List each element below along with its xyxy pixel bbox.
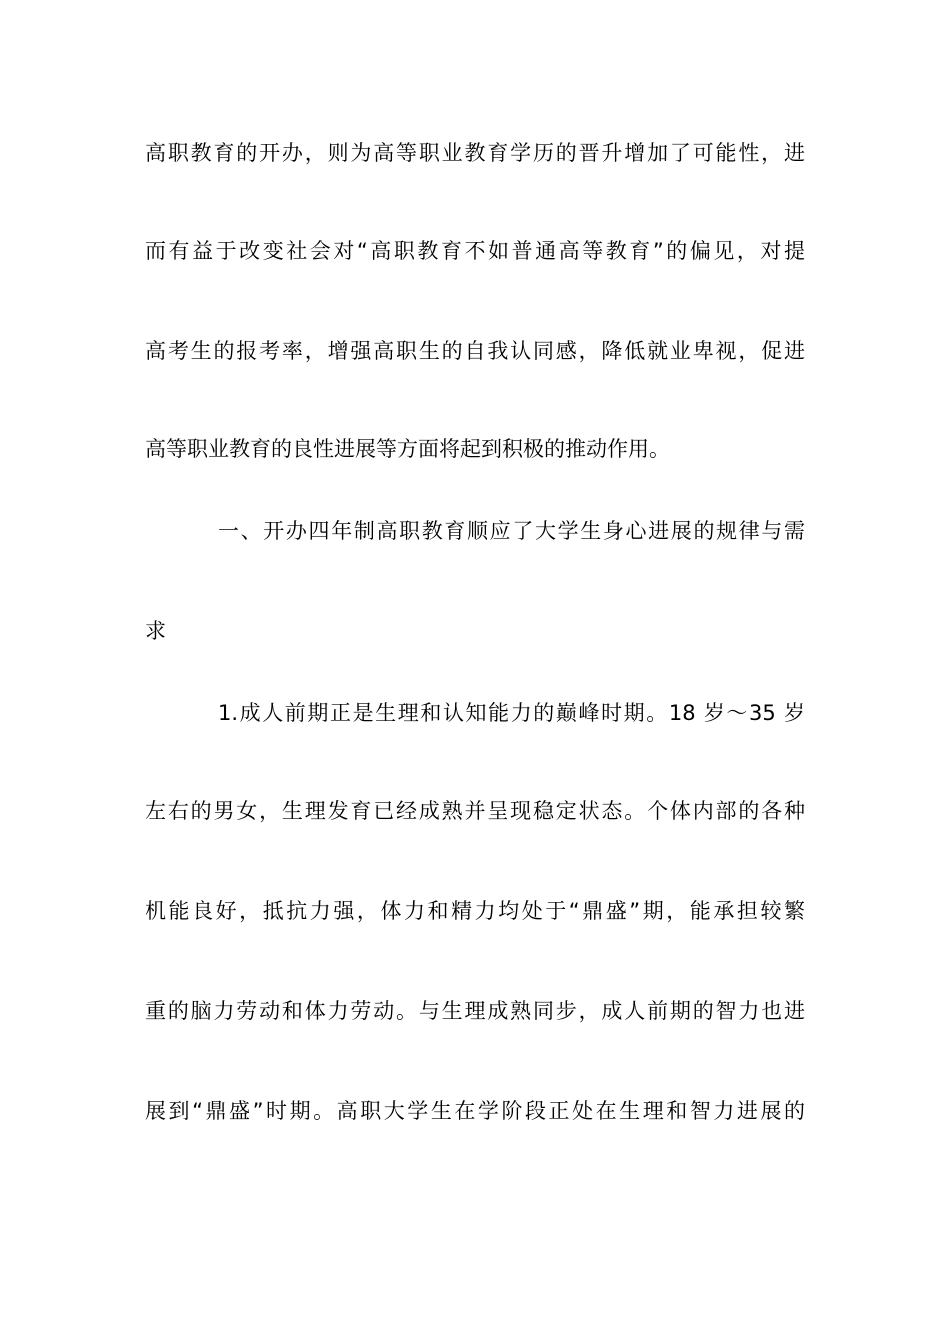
- paragraph-line: 1.成人前期正是生理和认知能力的巅峰时期。18 岁～35 岁: [218, 701, 805, 725]
- paragraph-line: 左右的男女，生理发育已经成熟并呈现稳定状态。个体内部的各种: [145, 799, 805, 823]
- paragraph-line: 展到“鼎盛”时期。高职大学生在学阶段正处在生理和智力进展的: [145, 1099, 805, 1123]
- paragraph-line: 机能良好，抵抗力强，体力和精力均处于“鼎盛”期，能承担较繁: [145, 899, 805, 923]
- section-heading-line: 求: [145, 619, 166, 643]
- paragraph-line: 而有益于改变社会对“高职教育不如普通高等教育”的偏见，对提: [145, 239, 805, 263]
- paragraph-line: 高等职业教育的良性进展等方面将起到积极的推动作用。: [145, 437, 670, 461]
- paragraph-line: 高职教育的开办，则为高等职业教育学历的晋升增加了可能性，进: [145, 141, 805, 165]
- section-heading-line: 一、开办四年制高职教育顺应了大学生身心进展的规律与需: [218, 519, 805, 543]
- paragraph-line: 高考生的报考率，增强高职生的自我认同感，降低就业卑视，促进: [145, 339, 805, 363]
- paragraph-line: 重的脑力劳动和体力劳动。与生理成熟同步，成人前期的智力也进: [145, 999, 805, 1023]
